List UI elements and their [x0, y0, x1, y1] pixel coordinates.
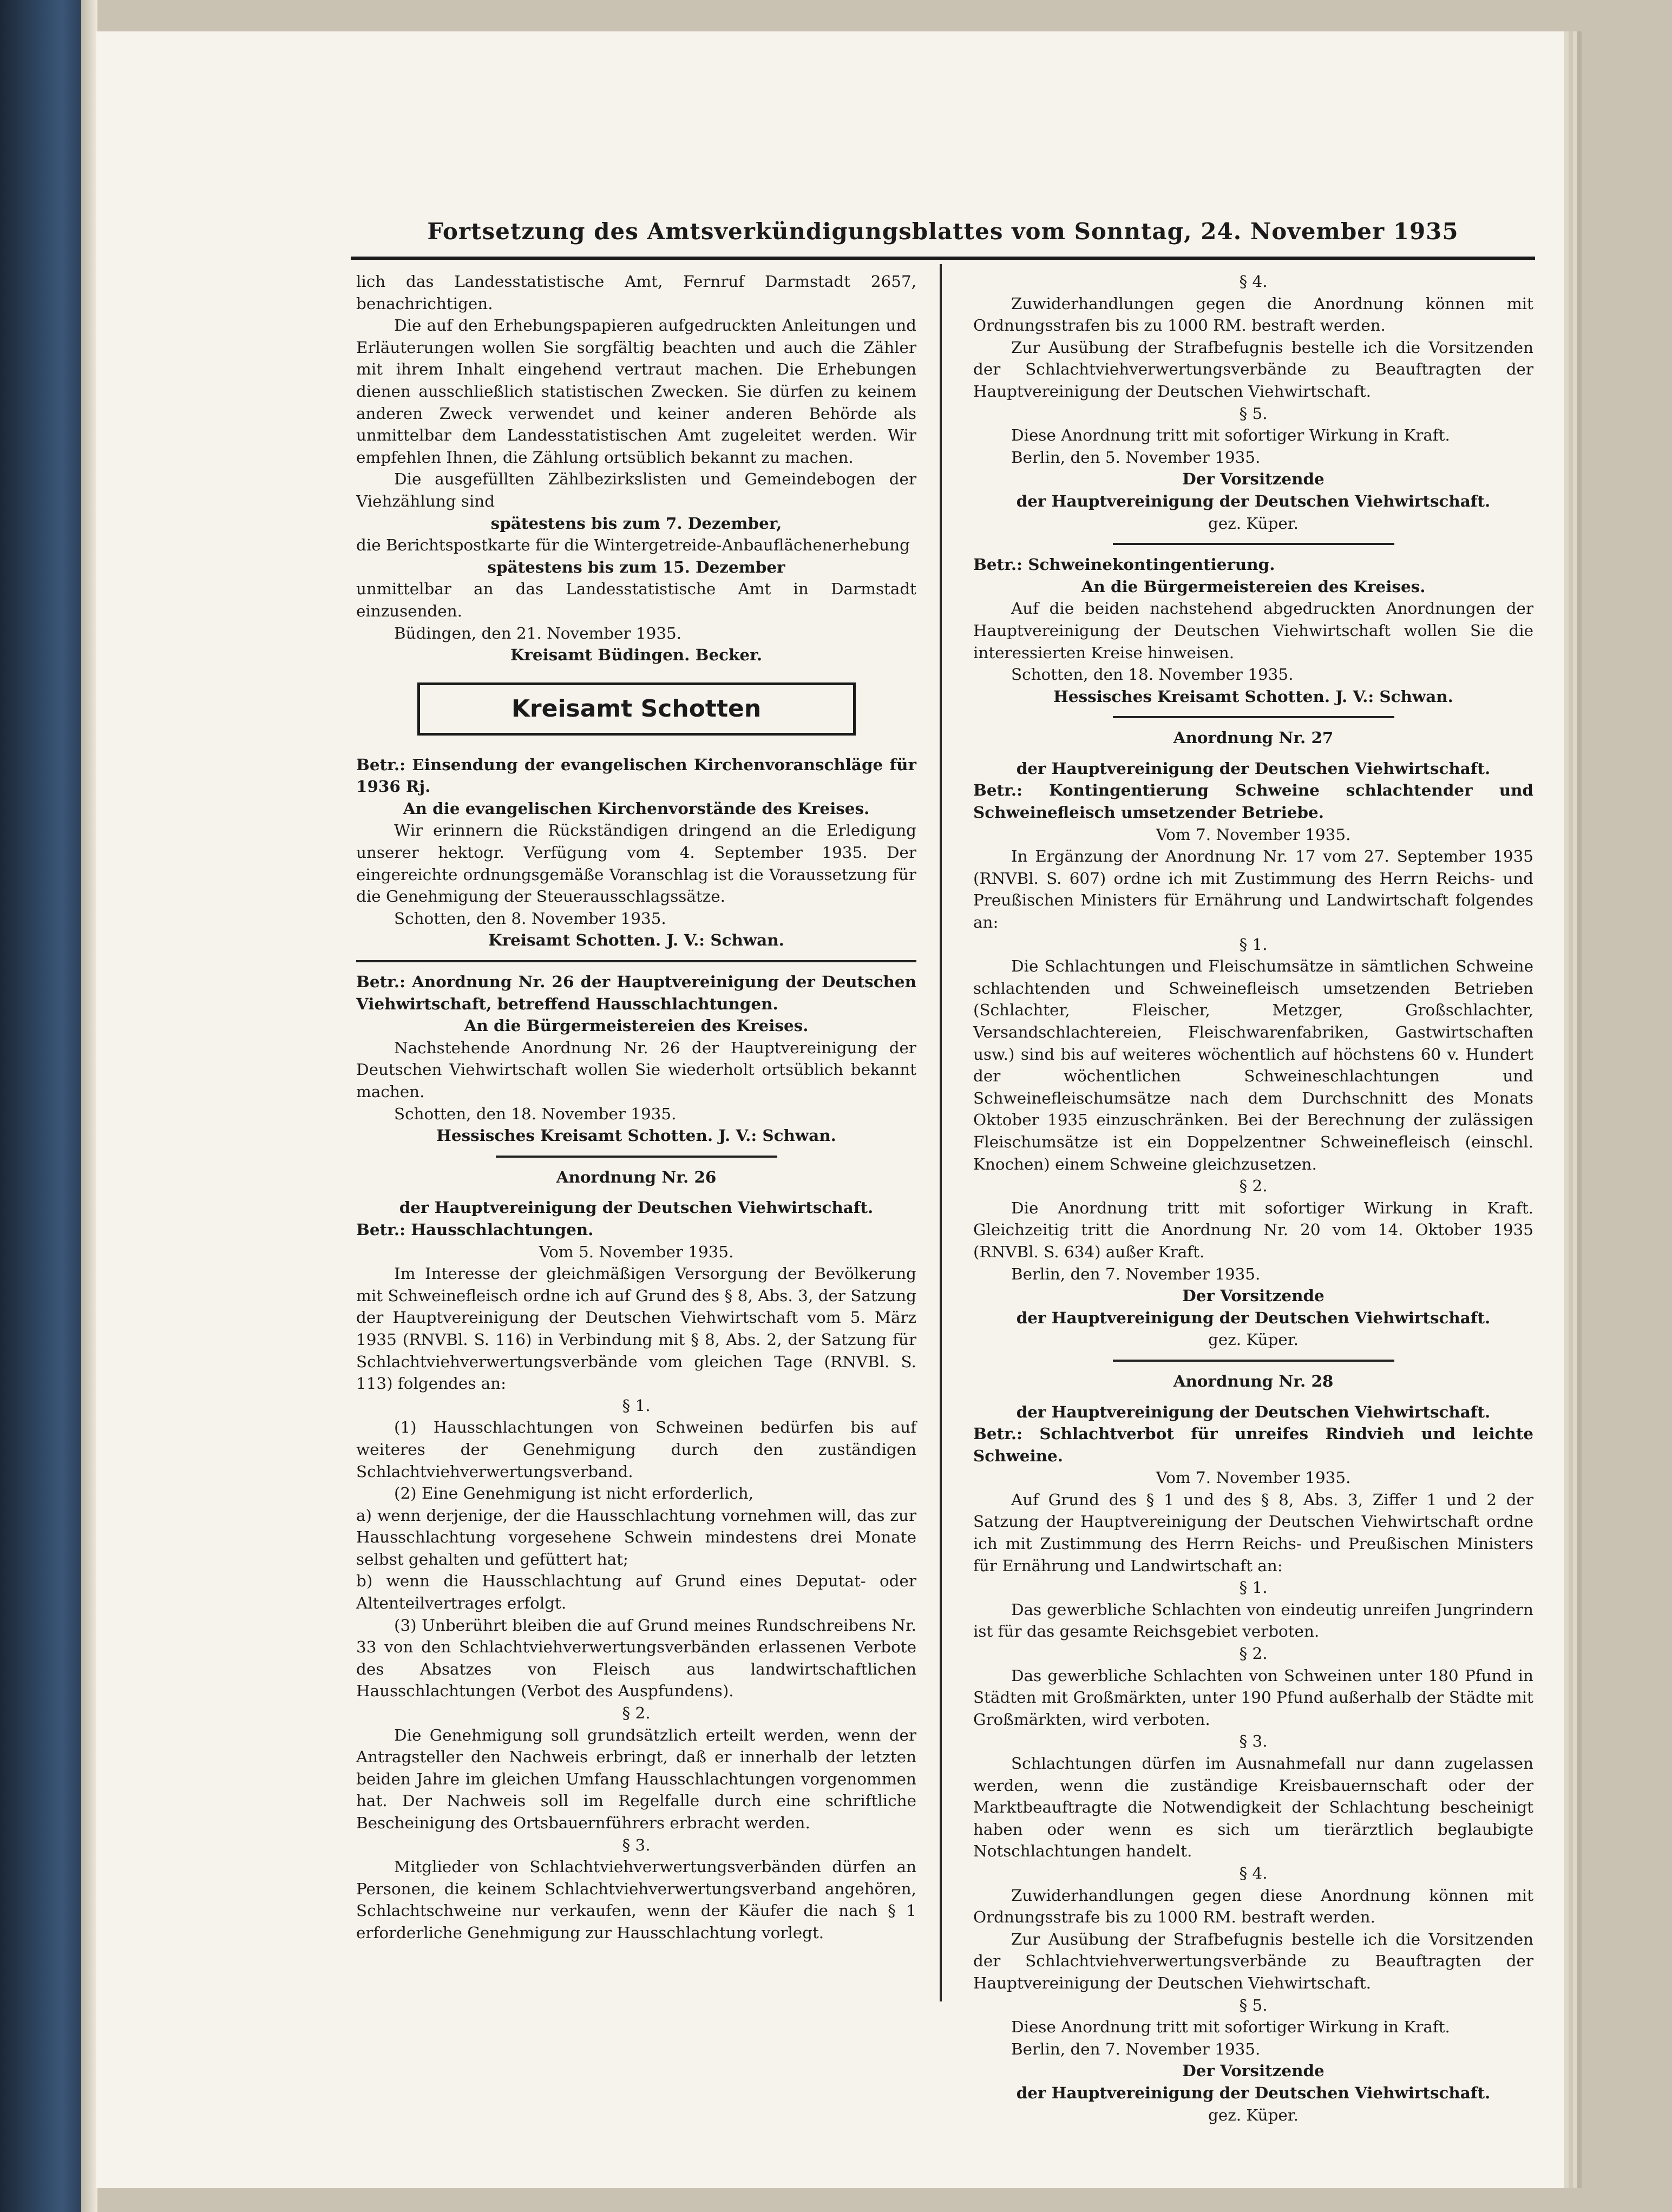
subject-line: Betr.: Einsendung der evangelischen Kirchenvoranschläge für 1936 Rj. — [356, 754, 916, 796]
page-header: Fortsetzung des Amtsverkündigungsblattes vom Sonntag, 24. November 1935 — [351, 210, 1535, 260]
section-mark: § 4. — [1239, 1863, 1268, 1882]
section-mark: § 2. — [1239, 1177, 1268, 1196]
addressee: An die evangelischen Kirchenvorstände des Kreises. — [403, 798, 870, 818]
subject-line: Betr.: Hausschlachtungen. — [356, 1219, 594, 1239]
section-mark: § 3. — [622, 1835, 651, 1854]
section-mark: § 4. — [1239, 272, 1268, 291]
paragraph: Auf Grund des § 1 und des § 8, Abs. 3, Ziffer 1 und 2 der Satzung der Hauptvereinigung der Deutschen Viehwirtschaft ordne ich mit Zustimmung des Herrn Reichs- und Preußischen Ministers für Ernährung und Landwirtschaft an: — [973, 1490, 1533, 1575]
paragraph: Die Genehmigung soll grundsätzlich erteilt werden, wenn der Antragsteller den Nachweis erbringt, daß er innerhalb der letzten beiden Jahre im gleichen Umfang Hausschlachtungen vorgenommen hat. Der Nachweis soll im Regelfalle durch eine schriftliche Bescheinigung des Ortsbauernführers erbracht werden. — [356, 1725, 916, 1832]
signature: Hessisches Kreisamt Schotten. J. V.: Schwan. — [436, 1126, 836, 1145]
place-date: Schotten, den 8. November 1935. — [394, 909, 666, 928]
right-column — [973, 271, 1533, 2124]
divider — [356, 960, 916, 962]
ordinance-title: Anordnung Nr. 28 — [1173, 1371, 1334, 1390]
paragraph: Schlachtungen dürfen im Ausnahmefall nur dann zugelassen werden, wenn die zuständige Kreisbauernschaft oder der Marktbeauftragte die Notwendigkeit der Schlachtung bescheinigt haben oder wenn es sich um tierärztlich beglaubigte Notschlachtungen handelt. — [973, 1754, 1533, 1861]
paragraph: Zur Ausübung der Strafbefugnis bestelle ich die Vorsitzenden der Schlachtviehverwertungsverbände zu Beauftragten der Hauptvereinigung der Deutschen Viehwirtschaft. — [973, 338, 1533, 401]
paragraph: Auf die beiden nachstehend abgedruckten Anordnungen der Hauptvereinigung der Deutschen Viehwirtschaft wollen Sie die interessierten Kreise hinweisen. — [973, 599, 1533, 662]
section-mark: § 1. — [1239, 1578, 1268, 1597]
signature-title: Der Vorsitzende — [1182, 469, 1325, 489]
paragraph: Die Anordnung tritt mit sofortiger Wirkung in Kraft. Gleichzeitig tritt die Anordnung Nr. 20 vom 14. Oktober 1935 (RNVBl. S. 634) außer Kraft. — [973, 1198, 1533, 1261]
paragraph: Wir erinnern die Rückständigen dringend an die Erledigung unserer hektogr. Verfügung vom 4. September 1935. Der eingereichte ordnungsgemäße Voranschlag ist die Voraussetzung für die Genehmigung der Steuerausschlagssätze. — [356, 821, 916, 906]
addressee: An die Bürgermeistereien des Kreises. — [1081, 576, 1426, 596]
place-date: Schotten, den 18. November 1935. — [1011, 665, 1294, 684]
signature-org: der Hauptvereinigung der Deutschen Viehwirtschaft. — [1016, 491, 1491, 510]
paragraph: Die Schlachtungen und Fleischumsätze in sämtlichen Schweine schlachtenden und Schweinefleisch umsetzenden Betrieben (Schlachter, Fleischer, Metzger, Großschlachter, Versandschlachtereien, Fleischwarenfabriken, Gastwirtschaften usw.) sind bis auf weiteres wöchentlich auf höchstens 60 v. Hundert der wöchentlichen Schweineschlachtungen und Schweinefleischumsätze nach dem Durchschnitt des Monats Oktober 1935 einzuschränken. Bei der Berechnung der zulässigen Fleischumsätze ist ein Doppelzentner Schweinefleisch (einschl. Knochen) einem Schweine gleichzusetzen. — [973, 957, 1533, 1173]
paragraph: Das gewerbliche Schlachten von eindeutig unreifen Jungrindern ist für das gesamte Reichsgebiet verboten. — [973, 1600, 1533, 1641]
section-mark: § 1. — [1239, 935, 1268, 954]
paragraph: Im Interesse der gleichmäßigen Versorgung der Bevölkerung mit Schweinefleisch ordne ich auf Grund des § 8, Abs. 3, der Satzung der Hauptvereinigung der Deutschen Viehwirtschaft vom 5. März 1935 (RNVBl. S. 116) in Verbindung mit § 8, Abs. 2, der Satzung für Schlachtviehverwertungsverbände vom gleichen Tage (RNVBl. S. 113) folgendes an: — [356, 1264, 916, 1393]
section-mark: § 5. — [1239, 404, 1268, 423]
signature-name: gez. Küper. — [1208, 1330, 1299, 1349]
place-date: Berlin, den 7. November 1935. — [1011, 2039, 1261, 2058]
paragraph: Mitglieder von Schlachtviehverwertungsverbänden dürfen an Personen, die keinem Schlachtviehverwertungsverband angehören, Schlachtschweine nur verkaufen, wenn der Käufer die nach § 1 erforderliche Genehmigung zur Hausschlachtung vorlegt. — [356, 1857, 916, 1942]
deadline: spätestens bis zum 15. Dezember — [487, 557, 785, 576]
subject-line: Betr.: Schweinekontingentierung. — [973, 555, 1275, 574]
signature-name: gez. Küper. — [1208, 514, 1299, 533]
paragraph: Zuwiderhandlungen gegen diese Anordnung können mit Ordnungsstrafe bis zu 1000 RM. bestraft werden. — [973, 1886, 1533, 1927]
signature: Kreisamt Schotten. J. V.: Schwan. — [488, 930, 784, 950]
ordinance-date: Vom 7. November 1935. — [1156, 1468, 1351, 1487]
column-divider — [940, 264, 942, 2001]
signature-org: der Hauptvereinigung der Deutschen Viehwirtschaft. — [1016, 1308, 1491, 1327]
ordinance-issuer: der Hauptvereinigung der Deutschen Viehwirtschaft. — [1016, 1402, 1491, 1421]
paragraph: In Ergänzung der Anordnung Nr. 17 vom 27. September 1935 (RNVBl. S. 607) ordne ich mit Zustimmung des Herrn Reichs- und Preußischen Ministers für Ernährung und Landwirtschaft folgendes an: — [973, 847, 1533, 932]
ordinance-issuer: der Hauptvereinigung der Deutschen Viehwirtschaft. — [399, 1198, 874, 1217]
divider — [496, 1156, 777, 1158]
addressee: An die Bürgermeistereien des Kreises. — [464, 1016, 809, 1035]
divider — [1113, 716, 1394, 718]
signature-name: gez. Küper. — [1208, 2105, 1299, 2124]
subject-line: Betr.: Kontingentierung Schweine schlachtender und Schweinefleisch umsetzender Betriebe. — [973, 780, 1533, 822]
signature-title: Der Vorsitzende — [1182, 2061, 1325, 2080]
subject-line: Betr.: Schlachtverbot für unreifes Rindvieh und leichte Schweine. — [973, 1424, 1533, 1465]
paragraph: die Berichtspostkarte für die Wintergetreide-Anbauflächenerhebung — [356, 536, 910, 555]
paragraph: lich das Landesstatistische Amt, Fernruf Darmstadt 2657, benachrichtigen. — [356, 272, 916, 313]
section-box-title: Kreisamt Schotten — [417, 682, 856, 736]
paragraph: Diese Anordnung tritt mit sofortiger Wirkung in Kraft. — [1011, 2018, 1450, 2037]
section-mark: § 2. — [1239, 1644, 1268, 1663]
ordinance-date: Vom 5. November 1935. — [539, 1242, 734, 1261]
section-mark: § 5. — [1239, 1996, 1268, 2014]
section-mark: § 1. — [622, 1396, 651, 1415]
signature: Kreisamt Büdingen. Becker. — [510, 645, 763, 665]
ordinance-title: Anordnung Nr. 27 — [1173, 728, 1334, 747]
deadline: spätestens bis zum 7. Dezember, — [490, 513, 782, 533]
paragraph: (2) Eine Genehmigung ist nicht erforderlich, — [394, 1484, 754, 1503]
book-binding — [0, 0, 89, 2212]
paragraph: b) wenn die Hausschlachtung auf Grund eines Deputat- oder Altenteilvertrages erfolgt. — [356, 1572, 916, 1613]
signature-title: Der Vorsitzende — [1182, 1286, 1325, 1305]
paragraph: (3) Unberührt bleiben die auf Grund meines Rundschreibens Nr. 33 von den Schlachtviehverwertungsverbänden erlassenen Verbote des Absatzes von Fleisch aus landwirtschaftlichen Hausschlachtungen (Verbot des Auspfundens). — [356, 1616, 916, 1701]
page-edge — [81, 0, 97, 2212]
paragraph: Nachstehende Anordnung Nr. 26 der Hauptvereinigung der Deutschen Viehwirtschaft wollen Sie wiederholt ortsüblich bekannt machen. — [356, 1038, 916, 1101]
paragraph: (1) Hausschlachtungen von Schweinen bedürfen bis auf weiteres der Genehmigung durch den zuständigen Schlachtviehverwertungsverband. — [356, 1418, 916, 1481]
paragraph: a) wenn derjenige, der die Hausschlachtung vornehmen will, das zur Hausschlachtung vorgesehene Schwein mindestens drei Monate selbst gehalten und gefüttert hat; — [356, 1506, 916, 1568]
place-date: Schotten, den 18. November 1935. — [394, 1104, 677, 1123]
paragraph: Die auf den Erhebungspapieren aufgedruckten Anleitungen und Erläuterungen wollen Sie sorgfältig beachten und auch die Zähler mit ihrem Inhalt eingehend vertraut machen. Die Erhebungen dienen ausschließlich statistischen Zwecken. Sie dürfen zu keinem anderen Zweck verwendet und keiner anderen Behörde als unmittelbar dem Landesstatistischen Amt zugeleitet werden. Wir empfehlen Ihnen, die Zählung ortsüblich bekannt zu machen. — [356, 316, 916, 467]
divider — [1113, 1360, 1394, 1362]
left-column — [356, 271, 916, 1992]
ordinance-title: Anordnung Nr. 26 — [556, 1167, 717, 1186]
place-date: Berlin, den 5. November 1935. — [1011, 448, 1261, 467]
place-date: Berlin, den 7. November 1935. — [1011, 1264, 1261, 1283]
section-mark: § 3. — [1239, 1732, 1268, 1751]
gazette-page — [351, 210, 1535, 2124]
paragraph: Das gewerbliche Schlachten von Schweinen unter 180 Pfund in Städten mit Großmärkten, unter 190 Pfund außerhalb der Städte mit Großmärkten, wird verboten. — [973, 1666, 1533, 1729]
paragraph: Zuwiderhandlungen gegen die Anordnung können mit Ordnungsstrafen bis zu 1000 RM. bestraft werden. — [973, 294, 1533, 335]
paragraph: Die ausgefüllten Zählbezirkslisten und Gemeindebogen der Viehzählung sind — [356, 470, 916, 510]
ordinance-date: Vom 7. November 1935. — [1156, 825, 1351, 844]
subject-line: Betr.: Anordnung Nr. 26 der Hauptvereinigung der Deutschen Viehwirtschaft, betreffend Hausschlachtungen. — [356, 972, 916, 1013]
signature-org: der Hauptvereinigung der Deutschen Viehwirtschaft. — [1016, 2083, 1491, 2102]
paragraph: Diese Anordnung tritt mit sofortiger Wirkung in Kraft. — [1011, 426, 1450, 445]
ordinance-issuer: der Hauptvereinigung der Deutschen Viehwirtschaft. — [1016, 758, 1491, 778]
signature: Hessisches Kreisamt Schotten. J. V.: Schwan. — [1053, 686, 1453, 706]
paragraph: unmittelbar an das Landesstatistische Amt in Darmstadt einzusenden. — [356, 580, 916, 620]
place-date: Büdingen, den 21. November 1935. — [394, 623, 682, 642]
scanned-page — [96, 31, 1564, 2188]
divider — [1113, 543, 1394, 545]
section-mark: § 2. — [622, 1704, 651, 1723]
paragraph: Zur Ausübung der Strafbefugnis bestelle ich die Vorsitzenden der Schlachtviehverwertungsverbände zu Beauftragten der Hauptvereinigung der Deutschen Viehwirtschaft. — [973, 1929, 1533, 1992]
